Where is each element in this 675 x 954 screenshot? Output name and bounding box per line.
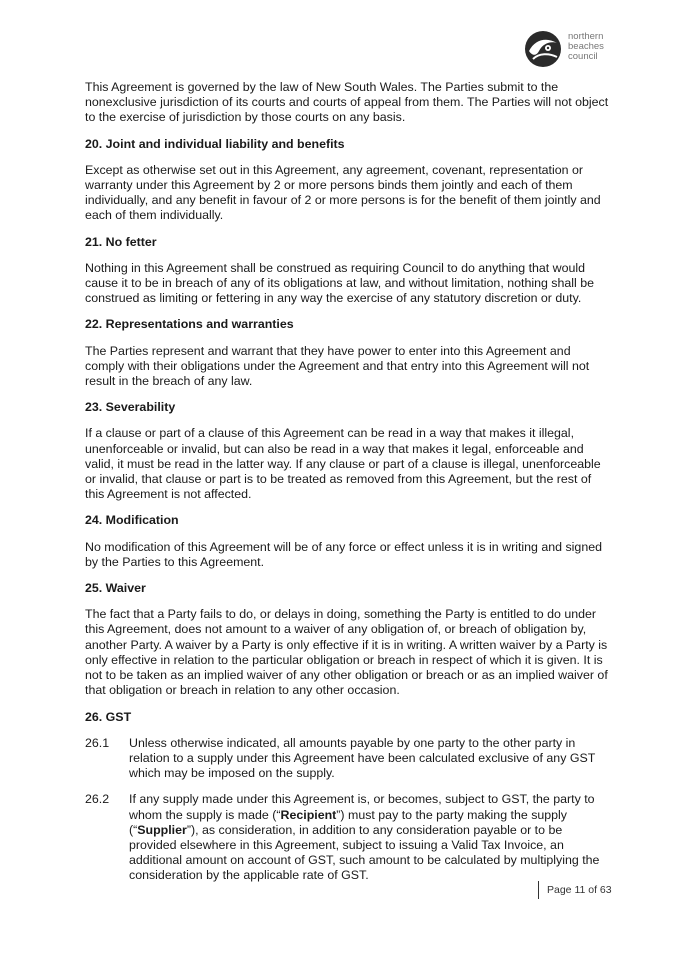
section-20-heading: 20. Joint and individual liability and benefits: [85, 136, 345, 151]
logo-line-northern: northern: [568, 31, 604, 42]
clause-26-1-number: 26.1: [85, 735, 110, 750]
section-22-heading: 22. Representations and warranties: [85, 317, 294, 332]
recipient-term: Recipient: [280, 807, 337, 822]
clause-26-2: [85, 792, 613, 883]
clause-26-2-text: [129, 792, 613, 883]
council-logo-text: [568, 32, 604, 62]
clause-26-1: [85, 736, 613, 782]
section-25-heading: 25. Waiver: [85, 581, 146, 596]
section-24-heading: 24. Modification: [85, 513, 179, 528]
governing-law-paragraph: This Agreement is governed by the law of New South Wales. The Parties submit to the nonexclusive jurisdiction of its courts and courts of appeal from them. The Parties will not object to the exercise of jurisdiction by those courts on any basis.: [85, 80, 609, 125]
section-21-text: Nothing in this Agreement shall be construed as requiring Council to do anything that would cause it to be in breach of any of its obligations at law, and without limitation, nothing shall be construed as limiting or fettering in any way the exercise of any statutory discretion or duty.: [85, 260, 595, 306]
supplier-term: Supplier: [137, 822, 187, 837]
section-20-text: Except as otherwise set out in this Agreement, any agreement, covenant, representation or warranty under this Agreement by 2 or more persons binds them jointly and each of them individually, and any benefit in favour of 2 or more persons is for the benefit of them jointly and each of them individually.: [85, 162, 601, 223]
logo-line-council: council: [568, 51, 598, 62]
clause-26-1-text: Unless otherwise indicated, all amounts payable by one party to the other party in relation to a supply under this Agreement have been calculated exclusive of any GST which may be imposed on the supply.: [129, 735, 596, 781]
section-22-text: The Parties represent and warrant that they have power to enter into this Agreement and comply with their obligations under the Agreement and that entry into this Agreement will not result in the breach of any law.: [85, 343, 590, 389]
section-23-heading: 23. Severability: [85, 400, 176, 415]
section-26-heading: 26. GST: [85, 709, 132, 724]
section-24-text: No modification of this Agreement will be of any force or effect unless it is in writing and signed by the Parties to this Agreement.: [85, 539, 602, 569]
logo-line-beaches: beaches: [568, 41, 604, 52]
clause-26-2-text-e: ”), as consideration, in addition to any consideration payable or to be provided elsewhere in this Agreement, subject to issuing a Valid Tax Invoice, an additional amount on account of GST, such amount to be calculated by multiplying the consideration by the applicable rate of GST.: [129, 822, 600, 883]
clause-26-2-number: 26.2: [85, 792, 110, 807]
clause-26-2-text-a: If any supply made under this Agreement is, or becomes, subject to GST, the party to whom the supply is made (“: [129, 792, 595, 822]
council-emblem-icon: [521, 29, 565, 69]
section-25-text: The fact that a Party fails to do, or delays in doing, something the Party is entitled to do under this Agreement, does not amount to a waiver of any obligation of, or breach of obligation by, another Party. A waiver by a Party is only effective if it is in writing. A written waiver by a Party is only effective in relation to the particular obligation or breach in respect of which it is given. It is not to be taken as an implied waiver of any other obligation or breach or as an implied waiver of that obligation or breach in relation to any other occasion.: [85, 607, 608, 698]
section-23-text: If a clause or part of a clause of this Agreement can be read in a way that makes it illegal, unenforceable or invalid, but can also be read in a way that makes it legal, enforceable and valid, it must be read in the latter way. If any clause or part of a clause is illegal, unenforceable or invalid, that clause or part is to be treated as removed from this Agreement, but the rest of this Agreement is not affected.: [85, 426, 601, 502]
page-number: Page 11 of 63: [538, 881, 612, 899]
council-logo: [521, 29, 617, 69]
section-21-heading: 21. No fetter: [85, 234, 157, 249]
clause-26-2-text-c: ”) must pay to the party making the supply (“: [129, 807, 568, 837]
document-body: [85, 80, 613, 884]
